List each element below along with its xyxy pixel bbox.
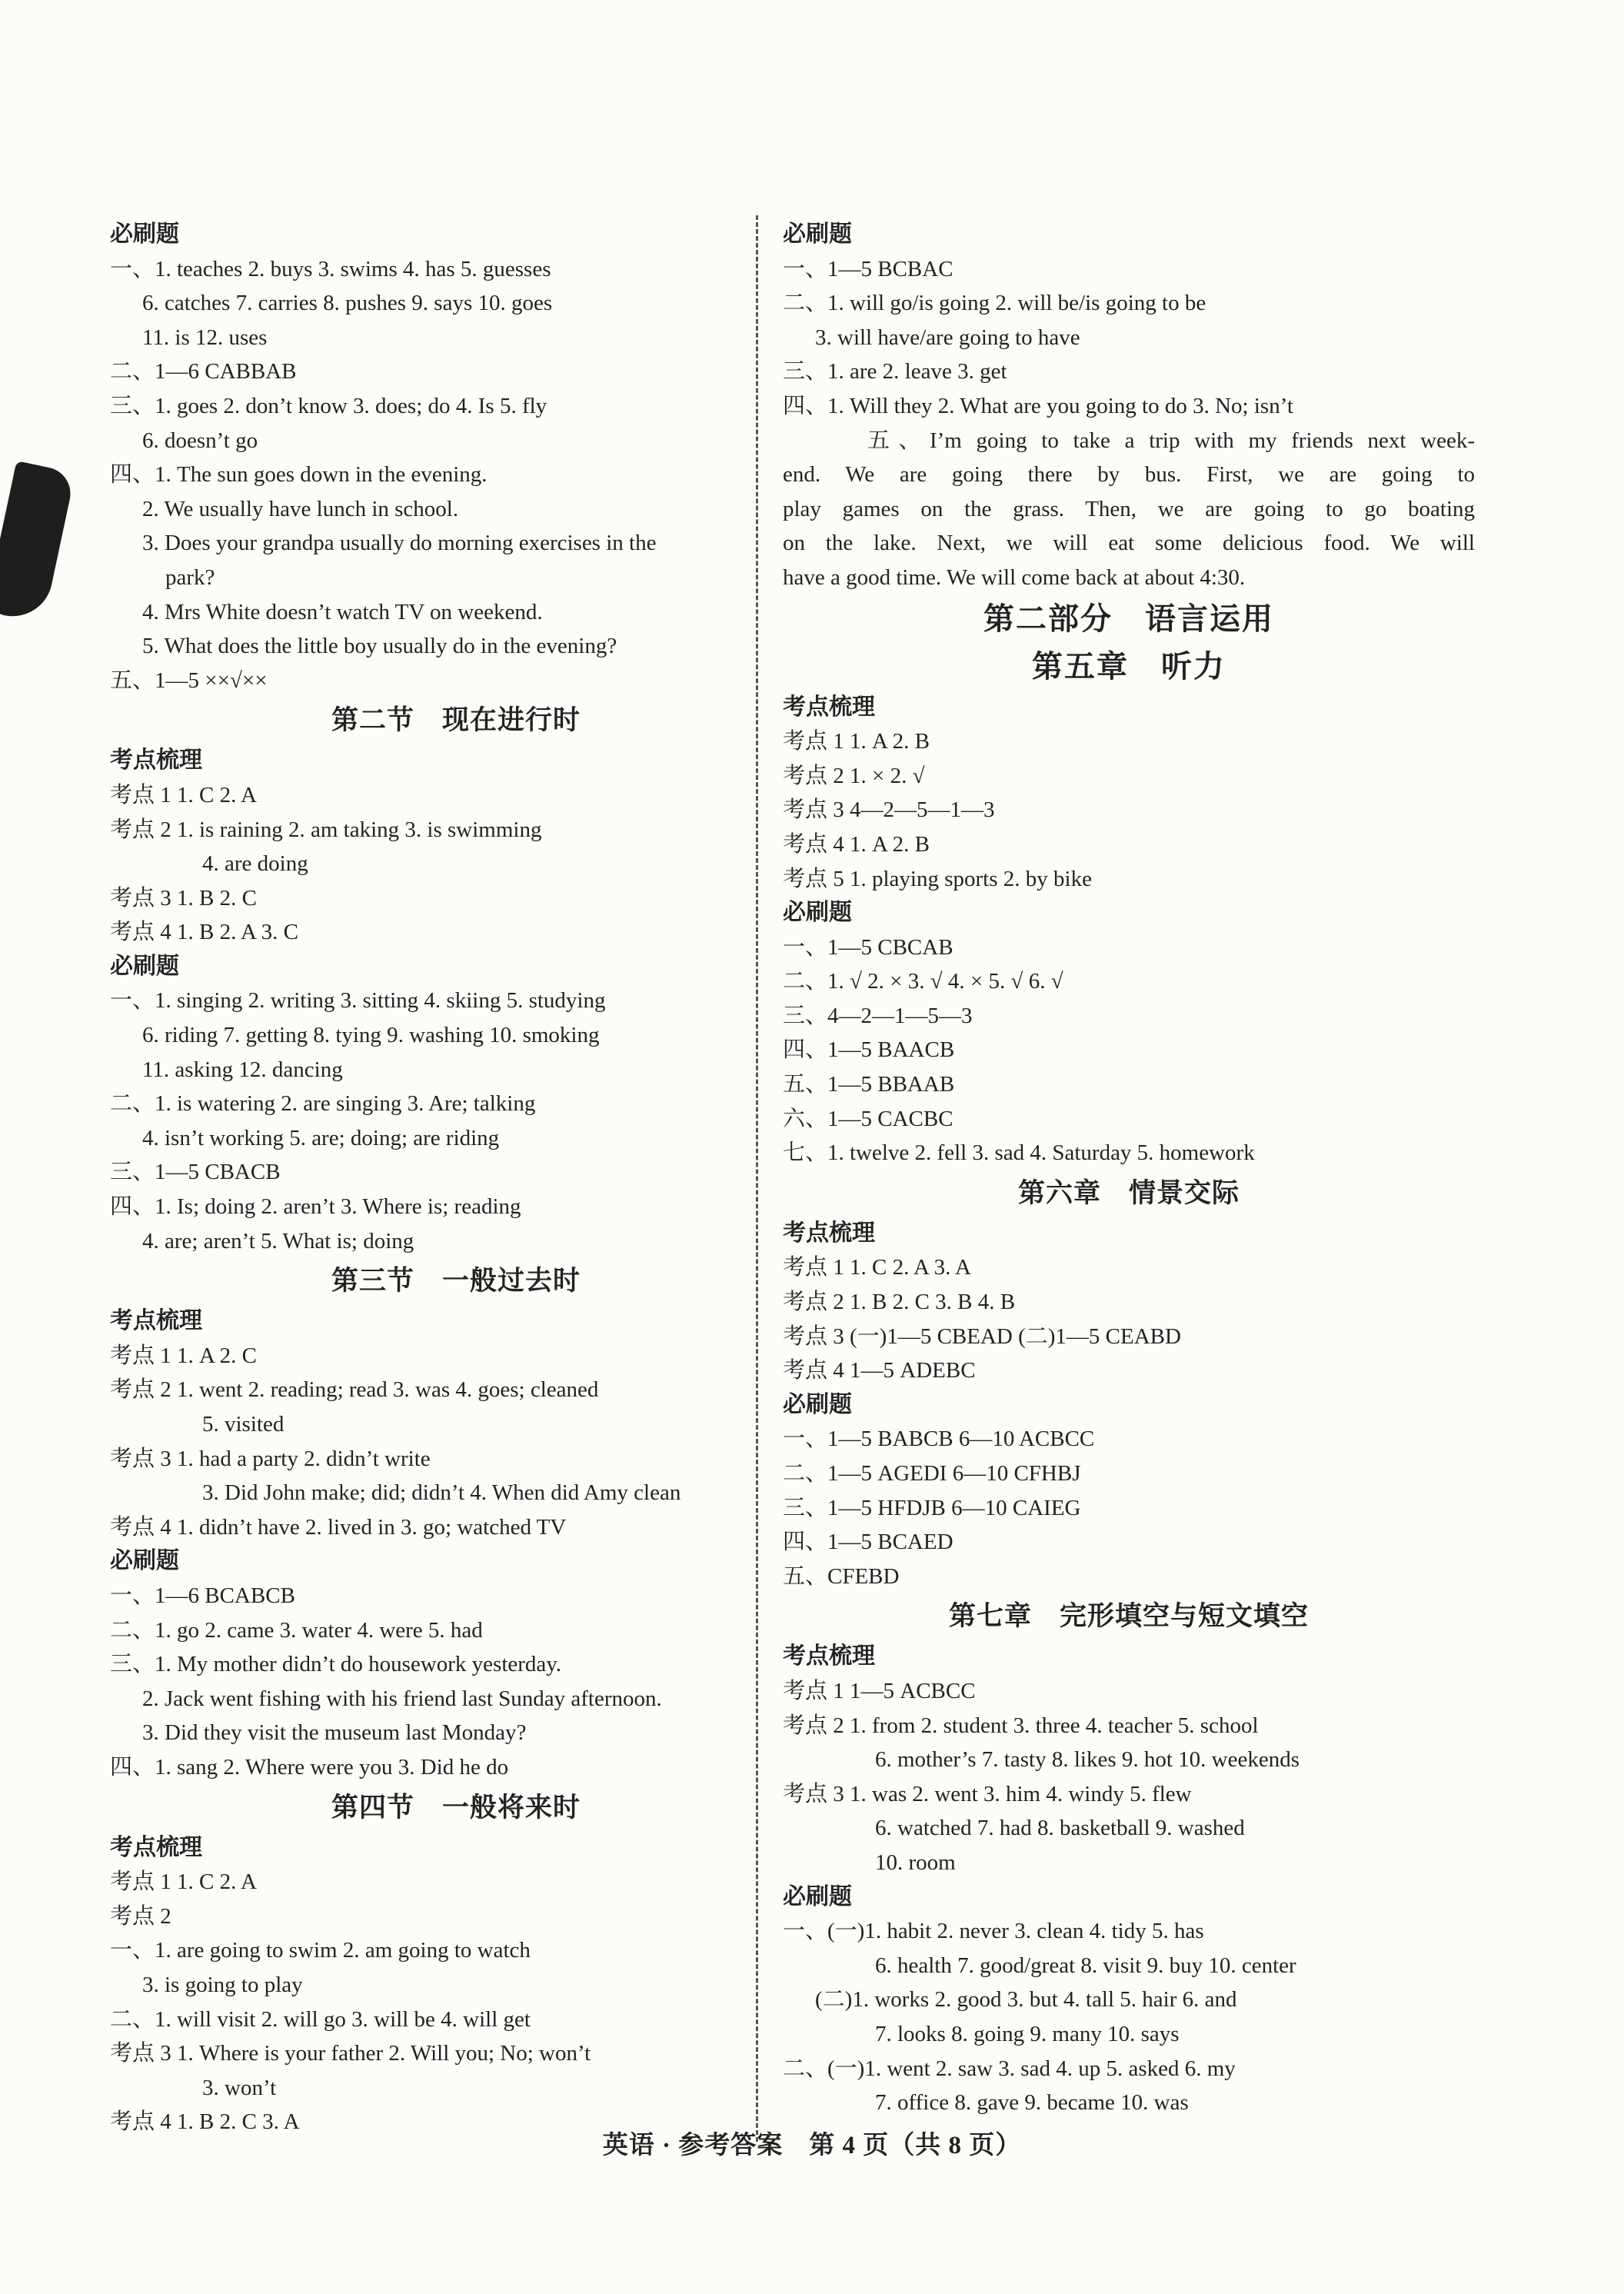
- answer-line: 考点 4 1. B 2. C 3. A: [110, 2109, 300, 2135]
- subsection-heading: 考点梳理: [110, 747, 202, 774]
- answer-line: 四、1—5 BAACB: [783, 1037, 955, 1063]
- answer-line: 五、1—5 ××√××: [110, 668, 268, 693]
- answer-line: 6. riding 7. getting 8. tying 9. washing 10. smoking: [142, 1023, 600, 1048]
- answer-line: 3. Does your grandpa usually do morning exercises in the: [142, 531, 657, 556]
- answer-line: 考点 1 1. A 2. B: [783, 729, 930, 754]
- answer-line: 四、1—5 BCAED: [783, 1530, 953, 1555]
- answer-line: 6. doesn’t go: [142, 428, 258, 453]
- answer-line: 三、1. goes 2. don’t know 3. does; do 4. Is 5. fly: [110, 393, 547, 418]
- section-heading: 第三节 一般过去时: [331, 1266, 581, 1297]
- subsection-heading: 必刷题: [783, 900, 852, 926]
- answer-line: 3. Did they visit the museum last Monday?: [142, 1720, 527, 1746]
- answer-line: 五、I’m going to take a trip with my friends next week-: [867, 428, 1475, 453]
- answer-line: 四、1. Is; doing 2. aren’t 3. Where is; reading: [110, 1194, 521, 1220]
- answer-line: 一、1. are going to swim 2. am going to watch: [110, 1938, 531, 1963]
- answer-line: 考点 3 1. was 2. went 3. him 4. windy 5. flew: [783, 1781, 1192, 1806]
- answer-line: 考点 2 1. is raining 2. am taking 3. is swimming: [110, 817, 542, 842]
- section-heading: 第二节 现在进行时: [331, 705, 581, 736]
- answer-line: 二、1. √ 2. × 3. √ 4. × 5. √ 6. √: [783, 969, 1063, 994]
- answer-line: 二、1. is watering 2. are singing 3. Are; talking: [110, 1091, 536, 1117]
- answer-line: 4. are; aren’t 5. What is; doing: [142, 1228, 414, 1254]
- subsection-heading: 必刷题: [783, 221, 852, 247]
- page-footer: 英语 · 参考答案 第 4 页（共 8 页）: [602, 2132, 1022, 2159]
- answer-line: 四、1. Will they 2. What are you going to do 3. No; isn’t: [783, 393, 1293, 418]
- answer-line: 10. room: [875, 1850, 956, 1875]
- subsection-heading: 考点梳理: [783, 1643, 875, 1670]
- answer-line: 考点 4 1. A 2. B: [783, 831, 930, 857]
- answer-line: 考点 2 1. B 2. C 3. B 4. B: [783, 1290, 1016, 1315]
- answer-line: 4. Mrs White doesn’t watch TV on weekend.: [142, 599, 543, 624]
- answer-line: 4. isn’t working 5. are; doing; are riding: [142, 1125, 500, 1150]
- answer-line: on the lake. Next, we will eat some delicious food. We will: [783, 531, 1475, 556]
- answer-line: 四、1. The sun goes down in the evening.: [110, 462, 488, 488]
- section-heading: 第六章 情景交际: [1017, 1177, 1240, 1208]
- answer-line: 考点 2 1. × 2. √: [783, 763, 925, 788]
- answer-line: 七、1. twelve 2. fell 3. sad 4. Saturday 5. homework: [783, 1140, 1255, 1166]
- subsection-heading: 考点梳理: [783, 694, 875, 720]
- answer-line: 6. health 7. good/great 8. visit 9. buy 10. center: [875, 1953, 1296, 1978]
- answer-line: (二)1. works 2. good 3. but 4. tall 5. hair 6. and: [815, 1987, 1237, 2013]
- answer-line: 三、1—5 HFDJB 6—10 CAIEG: [783, 1495, 1081, 1520]
- answer-line: 11. is 12. uses: [142, 325, 268, 350]
- answer-line: 3. is going to play: [142, 1972, 303, 1997]
- answer-line: 一、1—5 BABCB 6—10 ACBCC: [783, 1427, 1095, 1452]
- answer-line: 2. We usually have lunch in school.: [142, 496, 459, 521]
- answer-line: play games on the grass. Then, we are going to go boating: [783, 496, 1475, 521]
- answer-line: 二、1. go 2. came 3. water 4. were 5. had: [110, 1617, 483, 1643]
- answer-line: 考点 3 1. had a party 2. didn’t write: [110, 1446, 431, 1471]
- subsection-heading: 考点梳理: [110, 1834, 202, 1860]
- answer-line: 3. Did John make; did; didn’t 4. When did Amy clean: [202, 1480, 681, 1506]
- answer-line: 考点 4 1. didn’t have 2. lived in 3. go; watched TV: [110, 1514, 567, 1540]
- column-divider: [756, 215, 758, 2142]
- answer-line: park?: [165, 564, 215, 590]
- answer-line: 考点 1 1—5 ACBCC: [783, 1678, 976, 1703]
- answer-line: 三、1. My mother didn’t do housework yesterday.: [110, 1652, 562, 1677]
- answer-line: 考点 3 1. B 2. C: [110, 885, 257, 911]
- answer-line: 4. are doing: [202, 851, 308, 877]
- answer-line: 考点 1 1. C 2. A 3. A: [783, 1255, 971, 1280]
- answer-line: 6. mother’s 7. tasty 8. likes 9. hot 10. weekends: [875, 1747, 1300, 1773]
- answer-line: end. We are going there by bus. First, we are going to: [783, 462, 1475, 488]
- answer-line: 考点 4 1—5 ADEBC: [783, 1358, 976, 1383]
- answer-line: 2. Jack went fishing with his friend last Sunday afternoon.: [142, 1686, 662, 1711]
- answer-line: 三、1—5 CBACB: [110, 1160, 281, 1185]
- section-heading: 第七章 完形填空与短文填空: [948, 1601, 1309, 1632]
- answer-line: 6. catches 7. carries 8. pushes 9. says 10. goes: [142, 291, 553, 316]
- answer-line: 二、1. will visit 2. will go 3. will be 4. will get: [110, 2006, 531, 2032]
- answer-line: 7. office 8. gave 9. became 10. was: [875, 2090, 1189, 2116]
- answer-line: 二、(一)1. went 2. saw 3. sad 4. up 5. asked 6. my: [783, 2056, 1236, 2081]
- answer-line: 考点 2: [110, 1903, 171, 1929]
- answer-line: 7. looks 8. going 9. many 10. says: [875, 2021, 1180, 2046]
- answer-line: 考点 3 1. Where is your father 2. Will you; No; won’t: [110, 2041, 591, 2066]
- answer-line: 六、1—5 CACBC: [783, 1106, 953, 1131]
- answer-line: 考点 2 1. from 2. student 3. three 4. teacher 5. school: [783, 1713, 1259, 1738]
- answer-line: 一、1—5 CBCAB: [783, 934, 953, 960]
- answer-line: 3. will have/are going to have: [815, 325, 1080, 350]
- answer-line: 11. asking 12. dancing: [142, 1057, 343, 1082]
- answer-line: 6. watched 7. had 8. basketball 9. washed: [875, 1816, 1245, 1841]
- answer-line: 考点 3 4—2—5—1—3: [783, 797, 995, 823]
- answer-line: 二、1. will go/is going 2. will be/is going to be: [783, 291, 1206, 316]
- subsection-heading: 必刷题: [110, 221, 179, 247]
- subsection-heading: 必刷题: [783, 1391, 852, 1417]
- answer-line: 五、CFEBD: [783, 1563, 900, 1589]
- answer-line: 二、1—6 CABBAB: [110, 359, 297, 385]
- answer-line: 5. What does the little boy usually do in the evening?: [142, 634, 617, 659]
- part-heading: 第五章 听力: [1032, 648, 1226, 684]
- answer-line: 考点 1 1. A 2. C: [110, 1343, 257, 1368]
- left-answer-column: [110, 218, 802, 2139]
- right-answer-column: [783, 218, 1475, 2120]
- subsection-heading: 考点梳理: [783, 1220, 875, 1246]
- answer-line: 考点 1 1. C 2. A: [110, 782, 257, 807]
- answer-line: 5. visited: [202, 1412, 285, 1437]
- part-heading: 第二部分 语言运用: [983, 601, 1274, 636]
- subsection-heading: 必刷题: [110, 1548, 179, 1574]
- subsection-heading: 必刷题: [110, 953, 179, 979]
- section-heading: 第四节 一般将来时: [331, 1792, 581, 1823]
- answer-line: 四、1. sang 2. Where were you 3. Did he do: [110, 1754, 509, 1780]
- answer-line: 考点 1 1. C 2. A: [110, 1869, 257, 1895]
- answer-line: 二、1—5 AGEDI 6—10 CFHBJ: [783, 1461, 1081, 1486]
- answer-line: 一、1—6 BCABCB: [110, 1583, 295, 1608]
- subsection-heading: 考点梳理: [110, 1308, 202, 1334]
- answer-line: 3. won’t: [202, 2075, 277, 2100]
- answer-line: 一、(一)1. habit 2. never 3. clean 4. tidy 5. has: [783, 1919, 1204, 1944]
- answer-line: have a good time. We will come back at about 4:30.: [783, 564, 1246, 590]
- subsection-heading: 必刷题: [783, 1883, 852, 1909]
- answer-line: 三、1. are 2. leave 3. get: [783, 359, 1007, 385]
- answer-line: 考点 2 1. went 2. reading; read 3. was 4. goes; cleaned: [110, 1377, 599, 1403]
- answer-line: 三、4—2—1—5—3: [783, 1003, 973, 1028]
- answer-line: 考点 5 1. playing sports 2. by bike: [783, 866, 1092, 891]
- page-edge-stain: [0, 461, 75, 624]
- answer-line: 一、1. singing 2. writing 3. sitting 4. skiing 5. studying: [110, 988, 606, 1014]
- answer-line: 一、1—5 BCBAC: [783, 256, 953, 281]
- answer-line: 考点 4 1. B 2. A 3. C: [110, 920, 298, 945]
- answer-line: 五、1—5 BBAAB: [783, 1072, 955, 1097]
- answer-line: 一、1. teaches 2. buys 3. swims 4. has 5. guesses: [110, 256, 551, 281]
- answer-line: 考点 3 (一)1—5 CBEAD (二)1—5 CEABD: [783, 1323, 1181, 1349]
